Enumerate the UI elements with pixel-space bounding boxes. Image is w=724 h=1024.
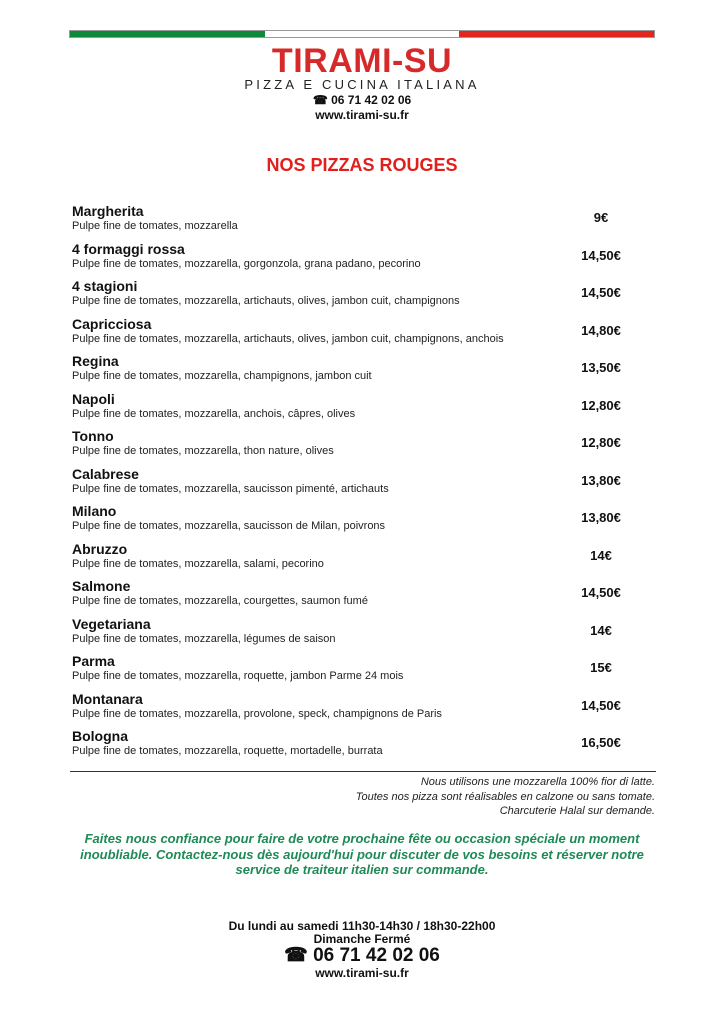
italian-flag-bar bbox=[69, 30, 655, 38]
note: Toutes nos pizza sont réalisables en calzone ou sans tomate. bbox=[355, 790, 655, 803]
item-price: 15€ bbox=[590, 660, 612, 675]
item-price: 13,80€ bbox=[581, 472, 621, 488]
item-name: Regina bbox=[72, 353, 119, 369]
item-description: Pulpe fine de tomates, mozzarella, anchois, câpres, olives bbox=[72, 407, 356, 420]
item-price: 14€ bbox=[590, 547, 612, 563]
item-price: 12,80€ bbox=[581, 397, 621, 413]
note: Charcuterie Halal sur demande. bbox=[499, 805, 655, 817]
header-website: www.tirami-su.fr bbox=[315, 108, 409, 122]
item-description: Pulpe fine de tomates, mozzarella, roquette, mortadelle, burrata bbox=[72, 745, 383, 757]
menu-item bbox=[72, 578, 642, 614]
item-description: Pulpe fine de tomates, mozzarella, légumes de saison bbox=[72, 632, 336, 645]
menu-item bbox=[72, 691, 642, 727]
divider bbox=[70, 771, 656, 772]
item-description: Pulpe fine de tomates, mozzarella bbox=[72, 220, 238, 232]
item-description: Pulpe fine de tomates, mozzarella, thon nature, olives bbox=[72, 445, 334, 457]
item-description: Pulpe fine de tomates, mozzarella, artichauts, olives, jambon cuit, champignons, anchois bbox=[72, 332, 504, 345]
item-name: Margherita bbox=[72, 203, 144, 219]
item-description: Pulpe fine de tomates, mozzarella, courgettes, saumon fumé bbox=[72, 595, 368, 607]
menu-item bbox=[72, 503, 642, 539]
section-title: NOS PIZZAS ROUGES bbox=[266, 155, 458, 175]
item-description: Pulpe fine de tomates, mozzarella, saucisson pimenté, artichauts bbox=[72, 482, 389, 495]
item-price: 14,50€ bbox=[581, 285, 621, 300]
note: Nous utilisons une mozzarella 100% fior di latte. bbox=[420, 776, 655, 788]
telephone-icon: ☎ bbox=[284, 945, 314, 966]
item-price: 12,80€ bbox=[581, 435, 621, 450]
menu-item bbox=[72, 203, 642, 239]
tagline: PIZZA E CUCINA ITALIANA bbox=[244, 77, 480, 92]
menu-item bbox=[72, 391, 642, 427]
item-price: 14,50€ bbox=[581, 585, 621, 600]
opening-hours: Du lundi au samedi 11h30-14h30 / 18h30-22h00 bbox=[228, 919, 496, 933]
item-name: Capricciosa bbox=[72, 315, 152, 332]
item-price: 9€ bbox=[593, 210, 609, 225]
menu-item bbox=[72, 278, 642, 314]
menu-item bbox=[72, 316, 642, 352]
item-description: Pulpe fine de tomates, mozzarella, provolone, speck, champignons de Paris bbox=[72, 707, 442, 720]
footer-website: www.tirami-su.fr bbox=[315, 966, 409, 980]
item-name: Abruzzo bbox=[72, 540, 128, 557]
item-name: Salmone bbox=[72, 578, 131, 594]
item-price: 14,80€ bbox=[581, 322, 621, 338]
menu-item bbox=[72, 541, 642, 577]
item-name: Parma bbox=[72, 653, 115, 669]
item-name: Tonno bbox=[72, 428, 114, 444]
item-description: Pulpe fine de tomates, mozzarella, salami, pecorino bbox=[72, 557, 324, 570]
item-description: Pulpe fine de tomates, mozzarella, saucisson de Milan, poivrons bbox=[72, 520, 386, 532]
item-price: 14,50€ bbox=[581, 247, 621, 263]
catering-promo: Faites nous confiance pour faire de votre prochaine fête ou occasion spéciale un moment inoubliable. Contactez-nous dès aujourd'hui pour discuter de vos besoins et réserver notre service de traiteur italien sur commande. bbox=[80, 831, 644, 877]
item-price: 14,50€ bbox=[581, 697, 621, 713]
menu-item bbox=[72, 466, 642, 502]
menu-item bbox=[72, 241, 642, 277]
item-name: Napoli bbox=[72, 390, 115, 407]
header-phone: ☎ 06 71 42 02 06 bbox=[312, 93, 412, 107]
menu-item bbox=[72, 616, 642, 652]
item-name: Bologna bbox=[72, 728, 128, 744]
item-name: Milano bbox=[72, 503, 117, 519]
menu-item bbox=[72, 353, 642, 389]
menu-item bbox=[72, 653, 642, 689]
closed-day: Dimanche Fermé bbox=[313, 932, 411, 946]
footer-phone: ☎ 06 71 42 02 06 bbox=[284, 945, 440, 966]
item-name: 4 stagioni bbox=[72, 278, 138, 294]
item-price: 16,50€ bbox=[581, 735, 621, 750]
notes bbox=[356, 775, 655, 819]
item-name: Montanara bbox=[72, 690, 143, 707]
menu-item bbox=[72, 428, 642, 464]
item-price: 13,50€ bbox=[581, 360, 621, 375]
item-name: Vegetariana bbox=[72, 615, 151, 632]
telephone-icon: ☎ bbox=[312, 93, 332, 107]
item-price: 13,80€ bbox=[581, 510, 621, 525]
item-description: Pulpe fine de tomates, mozzarella, champignons, jambon cuit bbox=[72, 370, 372, 382]
menu-item bbox=[72, 728, 642, 764]
brand-logo: TIRAMI-SU bbox=[271, 42, 453, 80]
item-name: Calabrese bbox=[72, 465, 139, 482]
item-description: Pulpe fine de tomates, mozzarella, roquette, jambon Parme 24 mois bbox=[72, 670, 404, 682]
item-name: 4 formaggi rossa bbox=[72, 240, 185, 257]
item-description: Pulpe fine de tomates, mozzarella, gorgonzola, grana padano, pecorino bbox=[72, 257, 421, 270]
item-description: Pulpe fine de tomates, mozzarella, artichauts, olives, jambon cuit, champignons bbox=[72, 295, 460, 307]
item-price: 14€ bbox=[590, 622, 612, 638]
